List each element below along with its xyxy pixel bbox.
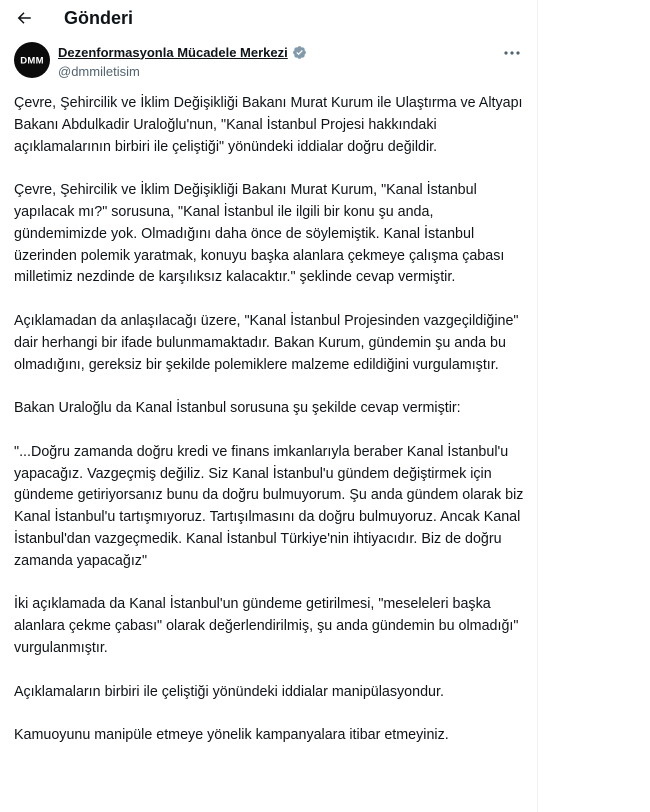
back-button[interactable] (10, 4, 38, 32)
post-paragraph: Açıklamaların birbiri ile çeliştiği yönündeki iddialar manipülasyondur. (14, 683, 444, 700)
post-paragraph: "...Doğru zamanda doğru kredi ve finans imkanlarıyla beraber Kanal İstanbul'u yapacağız. Vazgeçmiş değiliz. Siz Kanal İstanbul'u gündem değiştirmek için gündeme getiriyorsanız bunu da doğru bulmuyorum. Şu anda gündem olarak biz Kanal İstanbul'u tartışmıyoruz. Tartışılmasını da doğru bulmuyoruz. Ancak Kanal İstanbul'dan vazgeçmedik. Kanal İstanbul Türkiye'nin ihtiyacıdır. Biz de doğru zamanda yapacağız" (14, 443, 524, 569)
arrow-left-icon (15, 9, 33, 27)
post-paragraph: Çevre, Şehircilik ve İklim Değişikliği Bakanı Murat Kurum ile Ulaştırma ve Altyapı Bakanı Abdulkadir Uraloğlu'nun, "Kanal İstanbul Projesi hakkındaki açıklamalarının birbiri ile çeliştiği" yönündeki iddialar doğru değildir. (14, 95, 523, 155)
post-paragraph: Bakan Uraloğlu da Kanal İstanbul sorusuna şu şekilde cevap vermiştir: (14, 400, 461, 417)
author-name-block (58, 43, 307, 81)
display-name-line (58, 43, 307, 61)
post-paragraph: Açıklamadan da anlaşılacağı üzere, "Kanal İstanbul Projesinden vazgeçildiğine" dair herhangi bir ifade bulunmamaktadır. Bakan Kurum, gündemin şu anda bu olmadığını, gereksiz bir şekilde polemiklere malzeme edildiğini vurgulamıştır. (14, 312, 519, 373)
avatar-logo-text: DMM (20, 55, 44, 67)
more-horizontal-icon (504, 50, 520, 56)
post-paragraph: Kamuoyunu manipüle etmeye yönelik kampanyalara itibar etmeyiniz. (14, 727, 449, 744)
page-title: Gönderi (64, 8, 134, 28)
post-paragraph: İki açıklamada da Kanal İstanbul'un gündeme getirilmesi, "meseleleri başka alanlara çekme çabası" olarak değerlendirilmiş, şu anda gündemin bu olmadığı" vurgulanmıştır. (14, 596, 519, 656)
avatar[interactable] (14, 42, 50, 78)
top-bar (0, 0, 538, 36)
post-text (14, 93, 529, 769)
author-handle[interactable]: @dmmiletisim (58, 64, 140, 79)
verified-badge-icon[interactable] (292, 45, 307, 60)
post-paragraph: Çevre, Şehircilik ve İklim Değişikliği Bakanı Murat Kurum, "Kanal İstanbul yapılacak mı?" sorusuna, "Kanal İstanbul ile ilgili bir konu şu anda, gündemimizde yok. Olmadığını daha önce de söylemiştik. Kanal İstanbul üzerinden polemik yaratmak, konuyu başka alanlara çekmeye çalışma çabası milletimiz nezdinde de karşılıksız kalacaktır." şeklinde cevap vermiştir. (14, 182, 505, 286)
post-author (14, 42, 524, 82)
dmm-logo-icon (14, 42, 50, 78)
more-options-button[interactable] (500, 44, 524, 62)
author-display-name[interactable]: Dezenformasyonla Mücadele Merkezi (58, 44, 288, 60)
